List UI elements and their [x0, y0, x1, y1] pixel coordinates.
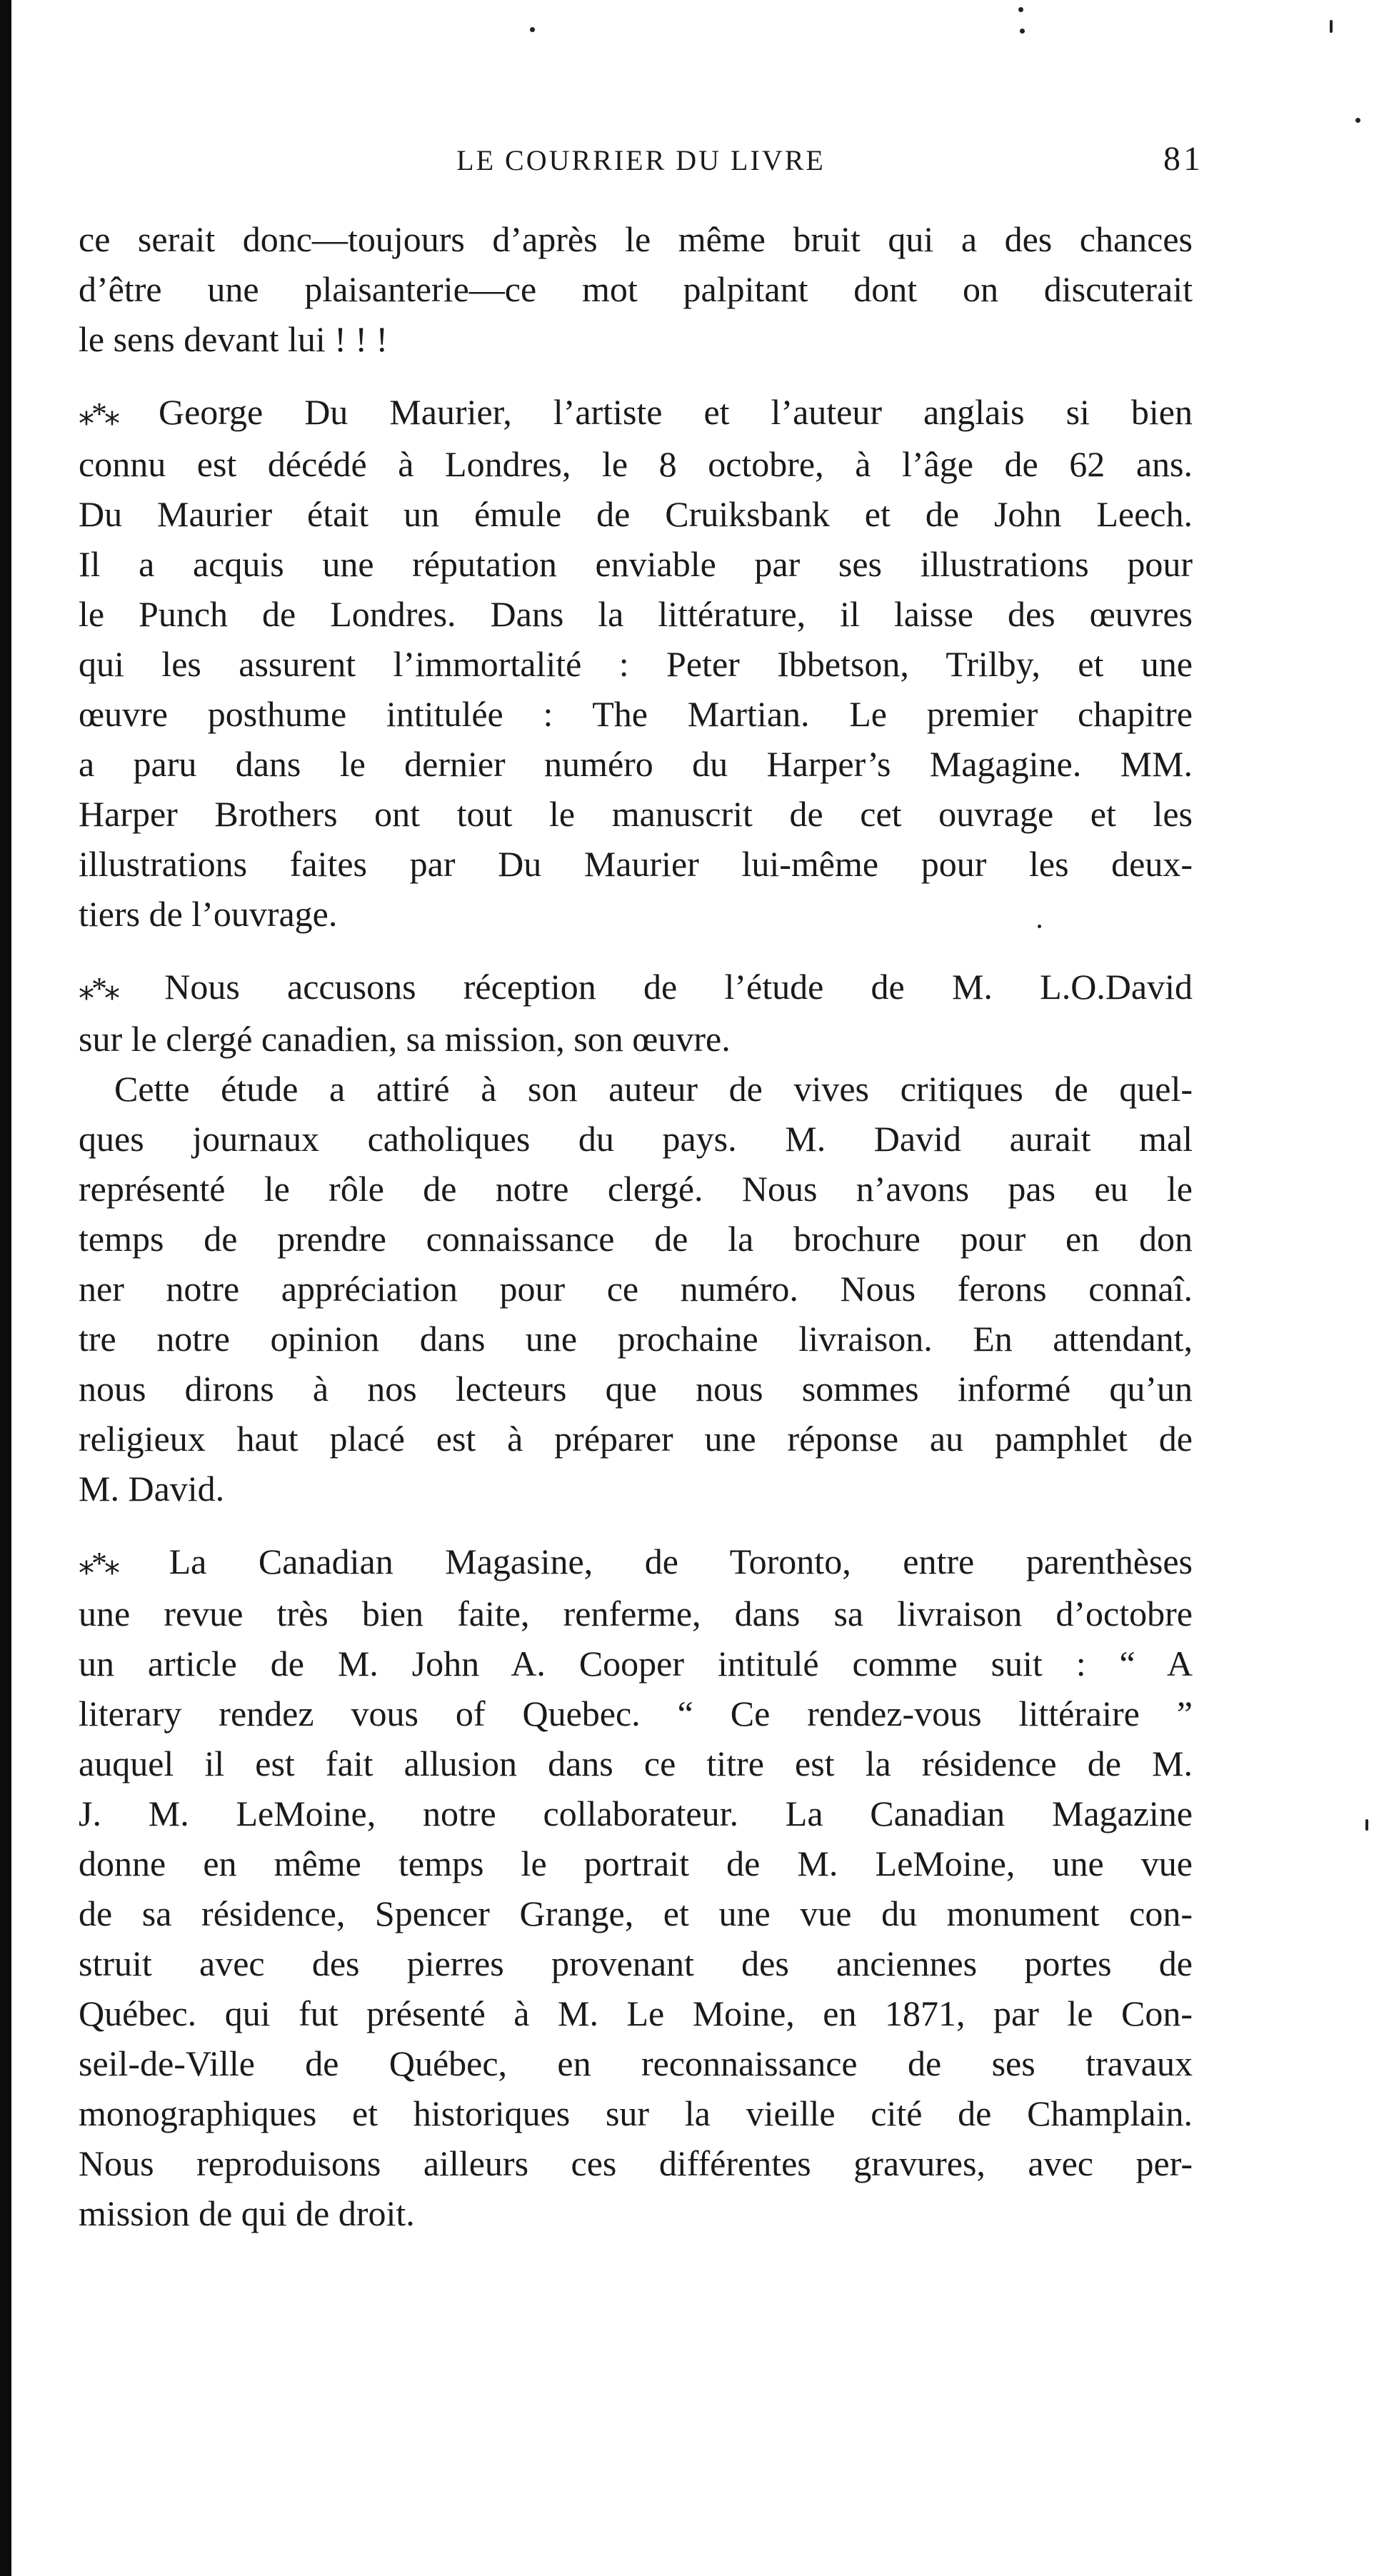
line-text: de sa résidence, Spencer Grange, et une vue du monument con-: [79, 1893, 1193, 1933]
text-line: [79, 739, 1193, 789]
line-text: donne en même temps le portrait de M. LeMoine, une vue: [79, 1843, 1193, 1883]
text-line: [79, 2138, 1193, 2188]
scan-speck: [1355, 118, 1360, 123]
line-text: literary rendez vous of Quebec. “ Ce rendez-vous littéraire ”: [79, 1694, 1193, 1734]
line-text: connu est décédé à Londres, le 8 octobre, à l’âge de 62 ans.: [79, 444, 1193, 484]
paragraph: [79, 1064, 1193, 1514]
line-text: M. David.: [79, 1469, 225, 1509]
line-text: tre notre opinion dans une prochaine livraison. En attendant,: [79, 1319, 1193, 1359]
text-line: [79, 1014, 1193, 1064]
paragraph-gap: [79, 939, 1193, 962]
line-text: Il a acquis une réputation enviable par ses illustrations pour: [79, 544, 1193, 584]
line-text: ques journaux catholiques du pays. M. David aurait mal: [79, 1119, 1193, 1159]
line-text: George Du Maurier, l’artiste et l’auteur anglais si bien: [117, 392, 1193, 432]
text-line: [79, 2038, 1193, 2088]
line-text: le sens devant lui ! ! !: [79, 319, 388, 359]
line-text: d’être une plaisanterie—ce mot palpitant dont on discuterait: [79, 269, 1193, 309]
asterism-ornament: ⁎*⁎: [79, 396, 117, 431]
line-text: Du Maurier était un émule de Cruiksbank et de John Leech.: [79, 494, 1193, 534]
line-text: qui les assurent l’immortalité : Peter Ibbetson, Trilby, et une: [79, 644, 1193, 684]
line-text: illustrations faites par Du Maurier lui-même pour les deux-: [79, 844, 1193, 884]
text-line: [79, 1364, 1193, 1414]
running-title: LE COURRIER DU LIVRE: [456, 144, 826, 176]
text-line: [79, 1788, 1193, 1838]
line-text: La Canadian Magasine, de Toronto, entre parenthèses: [117, 1541, 1193, 1581]
paragraph: [79, 387, 1193, 939]
text-line: [79, 1064, 1193, 1114]
line-text: a paru dans le dernier numéro du Harper’s Magagine. MM.: [79, 744, 1193, 784]
text-line: [79, 689, 1193, 739]
line-text: Harper Brothers ont tout le manuscrit de cet ouvrage et les: [79, 794, 1193, 834]
line-text: ce serait donc—toujours d’après le même bruit qui a des chances: [79, 219, 1193, 259]
line-text: seil-de-Ville de Québec, en reconnaissance de ses travaux: [79, 2043, 1193, 2083]
scan-speck: [530, 27, 535, 32]
text-line: [79, 589, 1193, 639]
text-line: [79, 1164, 1193, 1214]
text-line: [79, 214, 1193, 264]
text-line: [79, 1739, 1193, 1788]
text-line: [79, 1888, 1193, 1938]
paragraph-gap: [79, 364, 1193, 387]
page-number: 81: [1163, 140, 1203, 178]
page-header: [79, 139, 1203, 182]
line-text: œuvre posthume intitulée : The Martian. Le premier chapitre: [79, 694, 1193, 734]
line-text: Cette étude a attiré à son auteur de vives critiques de quel-: [114, 1069, 1193, 1109]
line-text: représenté le rôle de notre clergé. Nous n’avons pas eu le: [79, 1169, 1193, 1209]
line-text: struit avec des pierres provenant des anciennes portes de: [79, 1943, 1193, 1983]
text-line: [79, 314, 1193, 364]
text-line: [79, 1264, 1193, 1314]
text-line: [79, 639, 1193, 689]
line-text: Nous accusons réception de l’étude de M. L.O.David: [117, 967, 1193, 1007]
line-text: une revue très bien faite, renferme, dans sa livraison d’octobre: [79, 1594, 1193, 1634]
text-line: [79, 1314, 1193, 1364]
text-line: [79, 839, 1193, 889]
paragraph-gap: [79, 1514, 1193, 1536]
text-line: [79, 1988, 1193, 2038]
text-line: [79, 439, 1193, 489]
text-line: [79, 1214, 1193, 1264]
line-text: Nous reproduisons ailleurs ces différentes gravures, avec per-: [79, 2143, 1193, 2183]
text-line: [79, 1464, 1193, 1514]
text-line: [79, 539, 1193, 589]
text-line: [79, 1536, 1193, 1589]
paragraph: [79, 1536, 1193, 2238]
text-line: [79, 1639, 1193, 1689]
line-text: le Punch de Londres. Dans la littérature, il laisse des œuvres: [79, 594, 1193, 634]
scan-speck: [1018, 7, 1023, 12]
text-line: [79, 962, 1193, 1014]
paragraph: [79, 214, 1193, 364]
line-text: temps de prendre connaissance de la brochure pour en don: [79, 1219, 1193, 1259]
line-text: religieux haut placé est à préparer une réponse au pamphlet de: [79, 1419, 1193, 1459]
asterism-ornament: ⁎*⁎: [79, 1546, 117, 1581]
paragraph: [79, 962, 1193, 1064]
scan-speck: [1330, 20, 1333, 33]
scan-left-edge: [0, 0, 11, 2576]
line-text: ner notre appréciation pour ce numéro. Nous ferons connaî.: [79, 1269, 1193, 1309]
text-line: [79, 264, 1193, 314]
asterism-ornament: ⁎*⁎: [79, 971, 117, 1006]
text-line: [79, 489, 1193, 539]
text-line: [79, 1414, 1193, 1464]
line-text: un article de M. John A. Cooper intitulé comme suit : “ A: [79, 1644, 1193, 1684]
text-line: [79, 387, 1193, 439]
text-line: [79, 1938, 1193, 1988]
scan-speck: [1365, 1819, 1368, 1831]
line-text: auquel il est fait allusion dans ce titre est la résidence de M.: [79, 1744, 1193, 1783]
line-text: tiers de l’ouvrage.: [79, 894, 338, 934]
text-line: [79, 1589, 1193, 1639]
line-text: monographiques et historiques sur la vieille cité de Champlain.: [79, 2093, 1193, 2133]
line-text: mission de qui de droit.: [79, 2193, 415, 2233]
line-text: nous dirons à nos lecteurs que nous sommes informé qu’un: [79, 1369, 1193, 1409]
text-line: [79, 1689, 1193, 1739]
article-body: [79, 214, 1193, 2238]
line-text: J. M. LeMoine, notre collaborateur. La Canadian Magazine: [79, 1793, 1193, 1833]
text-line: [79, 789, 1193, 839]
scan-speck: [1020, 29, 1025, 34]
text-line: [79, 1838, 1193, 1888]
text-line: [79, 2188, 1193, 2238]
text-line: [79, 1114, 1193, 1164]
line-text: sur le clergé canadien, sa mission, son œuvre.: [79, 1019, 731, 1059]
text-line: [79, 889, 1193, 939]
text-line: [79, 2088, 1193, 2138]
line-text: Québec. qui fut présenté à M. Le Moine, en 1871, par le Con-: [79, 1993, 1193, 2033]
